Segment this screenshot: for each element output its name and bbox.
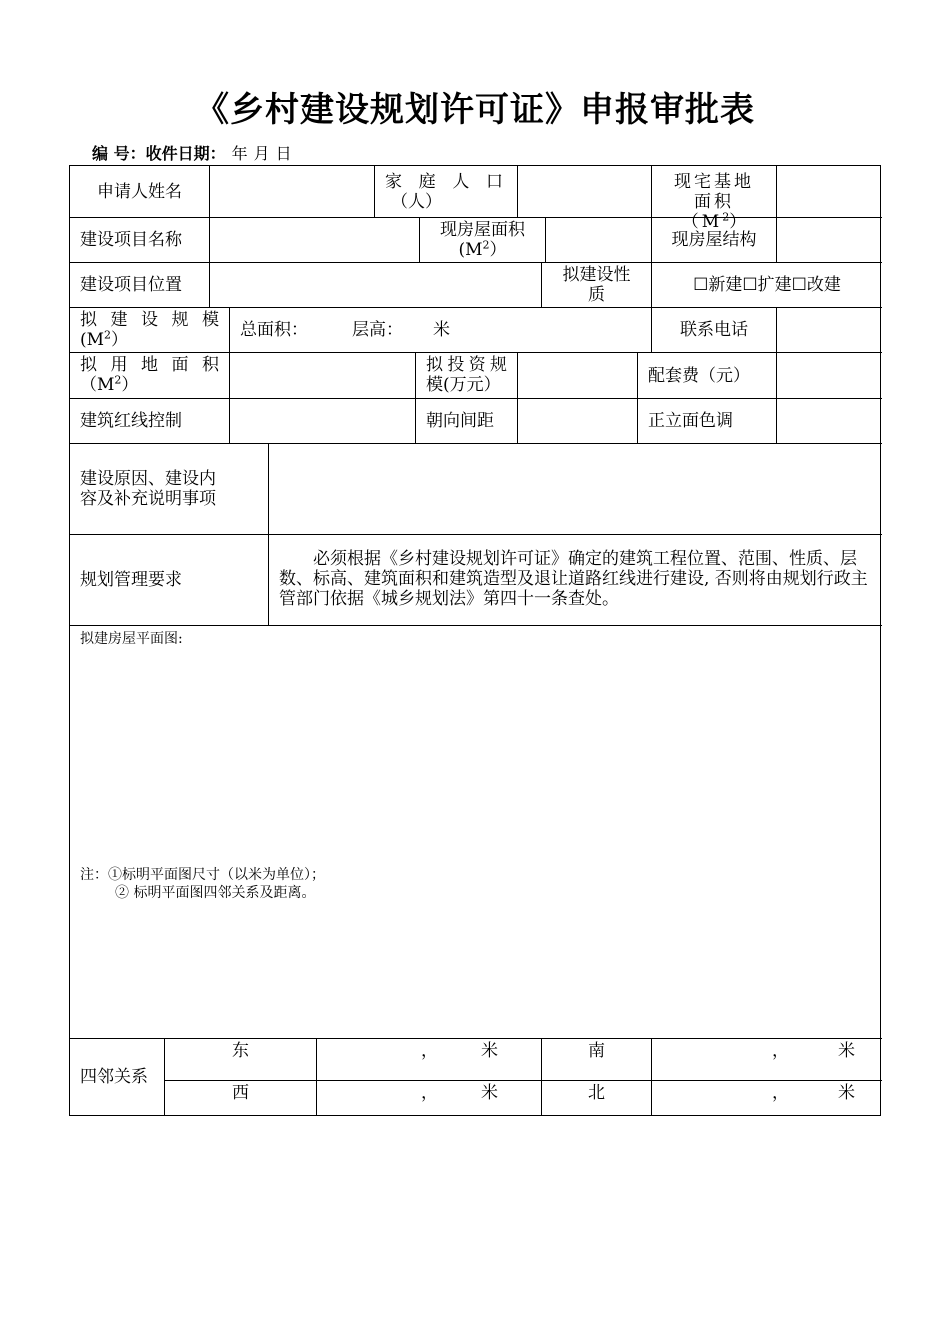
label-project-name: 建设项目名称: [70, 218, 210, 263]
label-orientation-spacing: 朝向间距: [416, 399, 518, 444]
investment-scale-field[interactable]: [518, 353, 638, 399]
floor-plan-note-2: ② 标明平面图四邻关系及距离。: [115, 885, 316, 901]
label-planning-requirements: 规划管理要求: [70, 535, 269, 626]
label-house-structure: 现房屋结构: [652, 218, 777, 263]
label-neighbor-relations: 四邻关系: [70, 1039, 165, 1115]
label-house-area: 现房屋面积 $(M^2)$: [420, 218, 546, 263]
label-investment-scale: 拟投资规 模(万元）: [416, 353, 518, 399]
received-date-label: 收件日期：: [145, 144, 226, 163]
neighbor-north-distance[interactable]: ， 米: [772, 1083, 855, 1103]
page-title: 《乡村建设规划许可证》申报审批表: [195, 90, 755, 130]
applicant-name-field[interactable]: [210, 166, 375, 218]
red-line-control-field[interactable]: [230, 399, 416, 444]
homestead-area-field[interactable]: [777, 166, 882, 218]
house-area-field[interactable]: [546, 218, 652, 263]
month-label: 月: [253, 144, 270, 163]
construction-nature-options[interactable]: ☐新建☐扩建☐改建: [652, 263, 882, 308]
neighbor-west-label: 西: [165, 1081, 317, 1115]
label-facade-color: 正立面色调: [638, 399, 777, 444]
label-red-line-control: 建筑红线控制: [70, 399, 230, 444]
form-meta: [92, 143, 292, 165]
label-applicant-name: 申请人姓名: [70, 166, 210, 218]
total-area-label: 总面积：: [240, 320, 308, 340]
construction-scale-field[interactable]: [230, 308, 652, 353]
number-label: 编 号：: [92, 144, 146, 163]
label-project-location: 建设项目位置: [70, 263, 210, 308]
floor-plan-area[interactable]: [70, 626, 882, 1039]
label-land-area: 拟 用 地 面 积 $(M^2)$: [70, 353, 230, 399]
year-label: 年: [231, 144, 248, 163]
label-construction-scale: 拟 建 设 规 模 $(M^2)$: [70, 308, 230, 353]
label-supporting-fee: 配套费（元）: [638, 353, 777, 399]
label-phone: 联系电话: [652, 308, 777, 353]
planning-requirements-text: 必须根据《乡村建设规划许可证》确定的建筑工程位置、范围、性质、层数、标高、建筑面积和建筑造型及退让道路红线进行建设, 否则将由规划行政主管部门依据《城乡规划法》第四十一条查处。: [269, 535, 882, 626]
construction-reason-field[interactable]: [269, 444, 882, 535]
house-structure-field[interactable]: [777, 218, 882, 263]
project-name-field[interactable]: [210, 218, 420, 263]
label-homestead-area: 现宅基地 面积$(M^2)$: [652, 166, 777, 218]
label-construction-reason: 建设原因、建设内 容及补充说明事项: [70, 444, 269, 535]
project-location-field[interactable]: [210, 263, 542, 308]
label-construction-nature: 拟建设性 质: [542, 263, 652, 308]
neighbor-east-label: 东: [165, 1039, 317, 1081]
meter-unit: 米: [433, 320, 450, 340]
neighbor-east-distance[interactable]: ， 米: [317, 1039, 542, 1081]
facade-color-field[interactable]: [777, 399, 882, 444]
neighbor-north-label: 北: [542, 1081, 652, 1115]
neighbor-south-distance[interactable]: ， 米: [652, 1039, 882, 1081]
floor-plan-label: 拟建房屋平面图:: [80, 631, 183, 647]
neighbor-south-label: 南: [542, 1039, 652, 1081]
application-form-table: [69, 165, 881, 1116]
household-size-field[interactable]: [518, 166, 652, 218]
floor-plan-note-1: 注：①标明平面图尺寸（以米为单位）；: [80, 867, 325, 883]
phone-field[interactable]: [777, 308, 882, 353]
floor-height-label: 层高：: [352, 320, 403, 340]
neighbor-west-distance[interactable]: ， 米: [317, 1081, 542, 1115]
land-area-field[interactable]: [230, 353, 416, 399]
label-household-size: 家 庭 人 口 （人）: [375, 166, 518, 218]
day-label: 日: [275, 144, 292, 163]
orientation-spacing-field[interactable]: [518, 399, 638, 444]
supporting-fee-field[interactable]: [777, 353, 882, 399]
